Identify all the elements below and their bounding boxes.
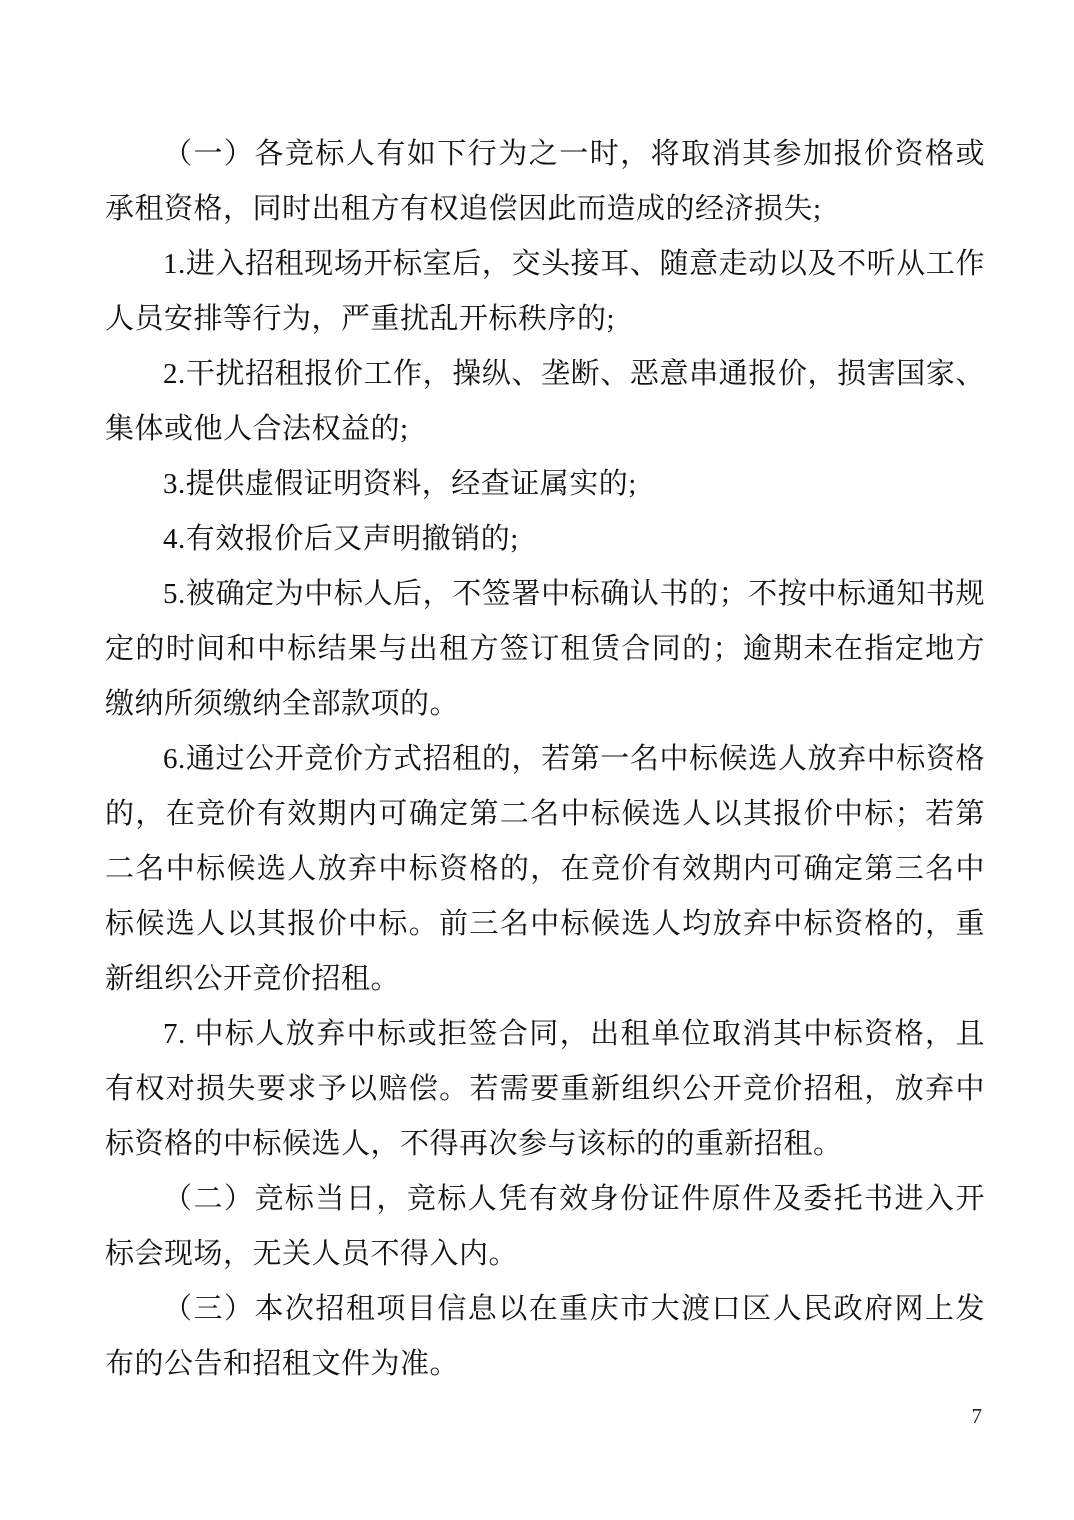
paragraph-item-2: 2.干扰招租报价工作，操纵、垄断、恶意串通报价，损害国家、集体或他人合法权益的;	[105, 358, 985, 445]
paragraph-item-5: 5.被确定为中标人后，不签署中标确认书的；不按中标通知书规定的时间和中标结果与出租方签订租赁合同的；逾期未在指定地方缴纳所须缴纳全部款项的。	[105, 578, 985, 720]
page-number: 7	[971, 1404, 982, 1428]
paragraph-clause-1: （一）各竞标人有如下行为之一时，将取消其参加报价资格或承租资格，同时出租方有权追偿因此而造成的经济损失;	[105, 138, 985, 225]
paragraph-item-3: 3.提供虚假证明资料，经查证属实的;	[163, 468, 637, 500]
paragraph-item-1: 1.进入招租现场开标室后，交头接耳、随意走动以及不听从工作人员安排等行为，严重扰乱开标秩序的;	[105, 248, 985, 335]
paragraph-clause-2: （二）竞标当日，竞标人凭有效身份证件原件及委托书进入开标会现场，无关人员不得入内。	[105, 1183, 985, 1270]
paragraph-item-6: 6.通过公开竞价方式招租的，若第一名中标候选人放弃中标资格的，在竞价有效期内可确定第二名中标候选人以其报价中标；若第二名中标候选人放弃中标资格的，在竞价有效期内可确定第三名中标候选人以其报价中标。前三名中标候选人均放弃中标资格的，重新组织公开竞价招租。	[105, 743, 985, 995]
document-body	[105, 127, 985, 1392]
paragraph-item-4: 4.有效报价后又声明撤销的;	[163, 523, 519, 555]
paragraph-clause-3: （三）本次招租项目信息以在重庆市大渡口区人民政府网上发布的公告和招租文件为准。	[105, 1293, 985, 1380]
paragraph-item-7: 7. 中标人放弃中标或拒签合同，出租单位取消其中标资格，且有权对损失要求予以赔偿。若需要重新组织公开竞价招租，放弃中标资格的中标候选人，不得再次参与该标的的重新招租。	[105, 1018, 985, 1160]
